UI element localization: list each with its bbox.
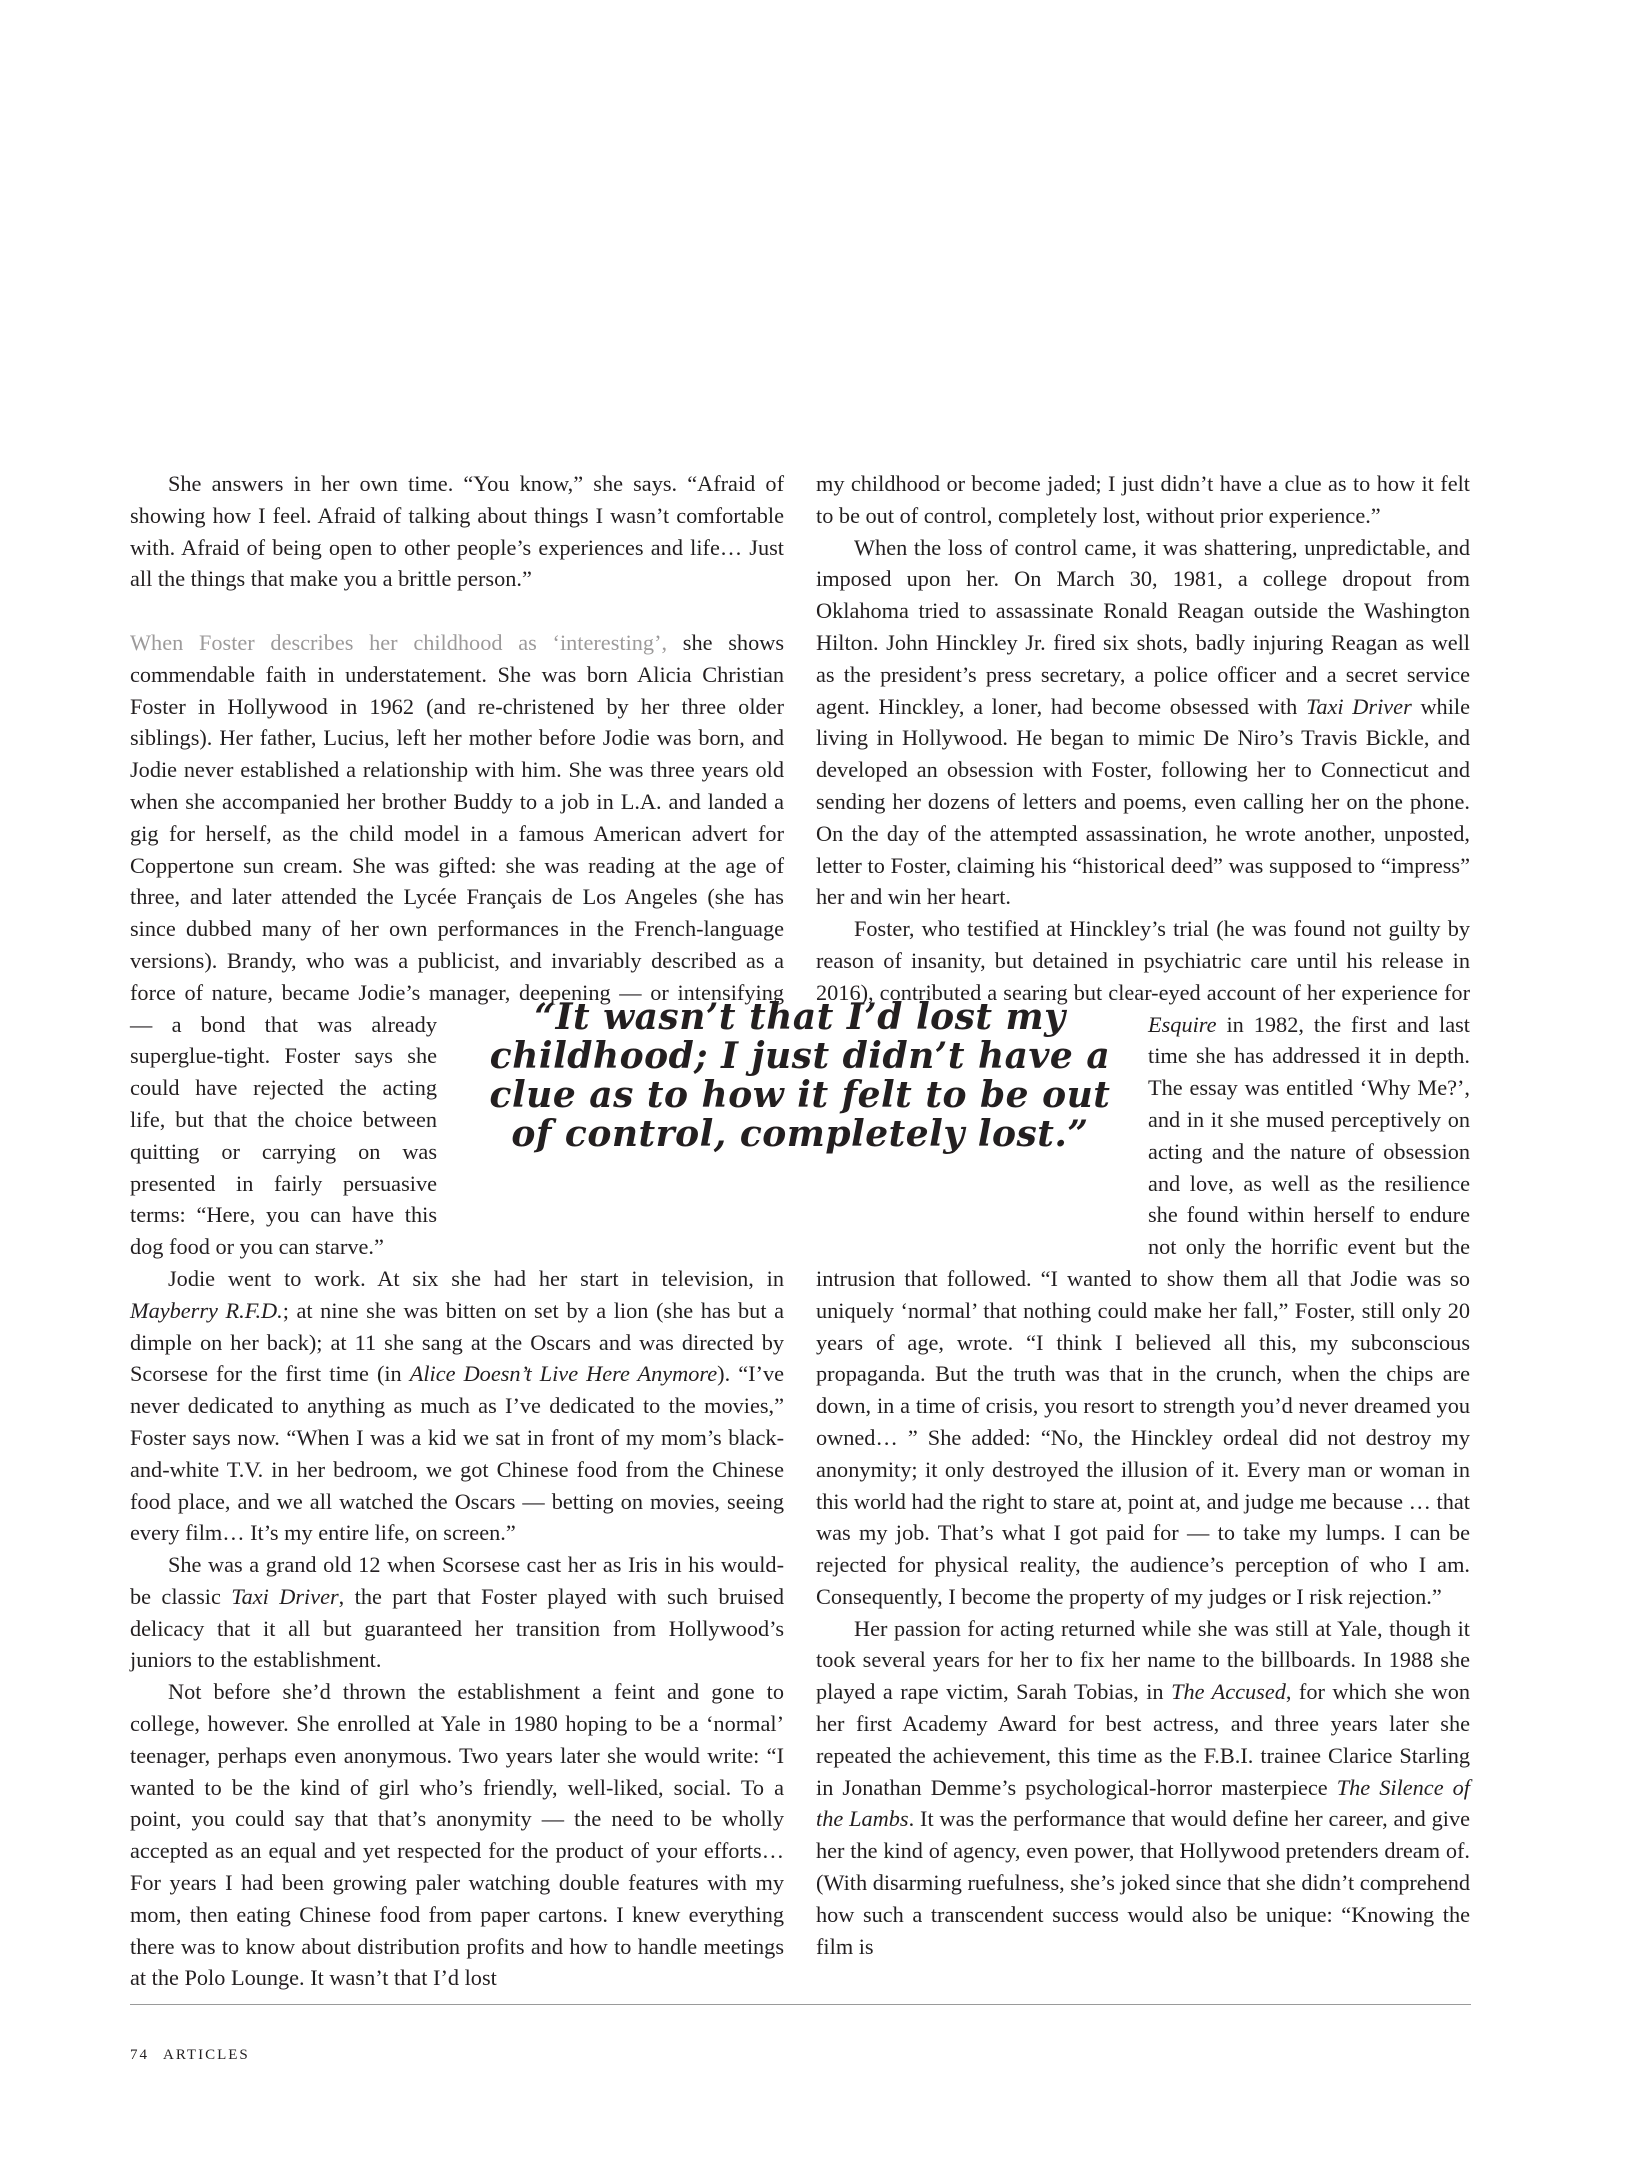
section-lead-in: When Foster describes her childhood as ‘interesting’, [130, 629, 668, 655]
title-run: Taxi Driver [231, 1583, 339, 1609]
paragraph [816, 532, 1470, 914]
paragraph-text: she shows commendable faith in understatement. She was born Alicia Christian Foster in Hollywood in 1962 (and re-christened by her three older siblings). Her father, Lucius, left her mother before Jodie was born, and Jodie never established a relationship with him. She was three years old when she accompanied her brother Buddy to a job in L.A. and landed a gig for herself, as the child model in a famous American advert for Coppertone sun cream. She was gifted: she was reading at the age of three, and later attended the Lycée Français de Los Angeles (she has since dubbed many of her own performances in the French-language versions). Brandy, who was a publicist, and invariably described as a force of nature, became Jodie’s manager, deepening — or intensifying — a bond that was already superglue-tight. Foster says she could have rejected the acting life, but that the choice between quitting or carrying on was presented in fairly persuasive terms: “Here, you can have this dog food or you can starve.” [130, 629, 785, 1260]
title-run: The Accused [1171, 1679, 1286, 1705]
text-run: She was a grand old 12 when Scorsese cast her as Iris in his would-be classic [130, 1552, 784, 1609]
text-run: Foster, who testified at Hinckley’s trial (he was found not guilty by reason of insanity, but detained in psychiatric care until his release in 2016), contributed a searing but clear-eyed account of her experience for [816, 916, 1470, 1005]
page-number: 74 [130, 2047, 149, 2063]
left-column [130, 468, 784, 1994]
title-run: Esquire [1148, 1011, 1217, 1037]
right-column [816, 468, 1470, 1962]
title-run: Taxi Driver [1306, 693, 1412, 719]
paragraph [130, 1263, 784, 1549]
paragraph [130, 627, 784, 1263]
text-run: in 1982, the first and last time she has addressed it in depth. The essay was entitled ‘Why Me?’, and in it she mused perceptively on acting and the nature of obsession and love, as well as the resilience she found within herself to endure not only the horrific event but the intrusion that followed. “I wanted to show them all that Jodie was so uniquely ‘normal’ that nothing could make her fall,” Foster, still only 20 years of age, wrote. “I think I believed all this, my subconscious propaganda. But the truth was that in the crunch, when the chips are down, in a time of crisis, you resort to strength you’d never dreamed you owned… ” She added: “No, the Hinckley ordeal did not destroy my anonymity; it only destroyed the illusion of it. Every man or woman in this world had the right to stare at, point at, and judge me because … that was my job. That’s what I got paid for — to take my lumps. I can be rejected for physical reality, the audience’s perception of who I am. Consequently, I become the property of my judges or I risk rejection.” [816, 1011, 1470, 1609]
title-run: The Silence of the Lambs [816, 1774, 1470, 1832]
paragraph: Not before she’d thrown the establishment a feint and gone to college, however. She enrolled at Yale in 1980 hoping to be a ‘normal’ teenager, perhaps even anonymous. Two years later she would write: “I wanted to be the kind of girl who’s friendly, well-liked, social. To a point, you could say that that’s anonymity — the need to be wholly accepted as an equal and yet respected for the product of your efforts… For years I had been growing paler watching double features with my mom, then eating Chinese food from paper cartons. I knew everything there was to know about distribution profits and how to handle meetings at the Polo Lounge. It wasn’t that I’d lost [130, 1679, 784, 1991]
footer-divider [130, 2004, 1471, 2005]
paragraph: She answers in her own time. “You know,” she says. “Afraid of showing how I feel. Afraid of talking about things I wasn’t comfortable with. Afraid of being open to other people’s experiences and life… Just all the things that make you a brittle person.” [130, 471, 784, 592]
text-run: , the part that Foster played with such bruised delicacy that it all but guaranteed her transition from Hollywood’s juniors to the establishment. [130, 1583, 784, 1673]
paragraph [816, 1613, 1470, 1963]
paragraph [130, 1549, 784, 1676]
paragraph: my childhood or become jaded; I just didn’t have a clue as to how it felt to be out of control, completely lost, without prior experience.” [816, 471, 1470, 528]
title-run: Mayberry R.F.D. [130, 1297, 283, 1323]
text-run: ; at nine she was bitten on set by a lion (she has but a dimple on her back); at 11 she sang at the Oscars and was directed by Scorsese for the first time (in [130, 1297, 784, 1387]
page-footer [130, 2047, 264, 2064]
text-run: Jodie went to work. At six she had her start in television, in [168, 1265, 784, 1291]
text-run: , for which she won her first Academy Award for best actress, and three years later she repeated the achievement, this time as the F.B.I. trainee Clarice Starling in Jonathan Demme’s psychological-horror masterpiece [816, 1679, 1471, 1800]
text-run: When the loss of control came, it was shattering, unpredictable, and imposed upon her. On March 30, 1981, a college dropout from Oklahoma tried to assassinate Ronald Reagan outside the Washington Hilton. John Hinckley Jr. fired six shots, badly injuring Reagan as well as the president’s press secretary, a police officer and a secret service agent. Hinckley, a loner, had become obsessed with [816, 534, 1470, 719]
text-run: . It was the performance that would define her career, and give her the kind of agency, even power, that Hollywood pretenders dream of. (With disarming ruefulness, she’s joked since that she didn’t comprehend how such a transcendent success would also be unique: “Knowing the film is [816, 1806, 1470, 1959]
title-run: Alice Doesn’t Live Here Anymore [409, 1361, 718, 1387]
pull-quote: “It wasn’t that I’d lost my childhood; I just didn’t have a clue as to how it felt to be out of control, completely lost.” [489, 996, 1111, 1155]
text-run: Her passion for acting returned while she was still at Yale, though it took several years for her to fix her name to the billboards. In 1988 she played a rape victim, Sarah Tobias, in [816, 1615, 1470, 1705]
text-run: while living in Hollywood. He began to mimic De Niro’s Travis Bickle, and developed an obsession with Foster, following her to Connecticut and sending her dozens of letters and poems, even calling her on the phone. On the day of the attempted assassination, he wrote another, unposted, letter to Foster, claiming his “historical deed” was supposed to “impress” her and win her heart. [816, 693, 1470, 910]
section-label: ARTICLES [163, 2047, 250, 2063]
text-run: ). “I’ve never dedicated to anything as much as I’ve dedicated to the movies,” Foster says now. “When I was a kid we sat in front of my mom’s black-and-white T.V. in her bedroom, we got Chinese food from the Chinese food place, and we all watched the Oscars — betting on movies, seeing every film… It’s my entire life, on screen.” [130, 1361, 784, 1546]
